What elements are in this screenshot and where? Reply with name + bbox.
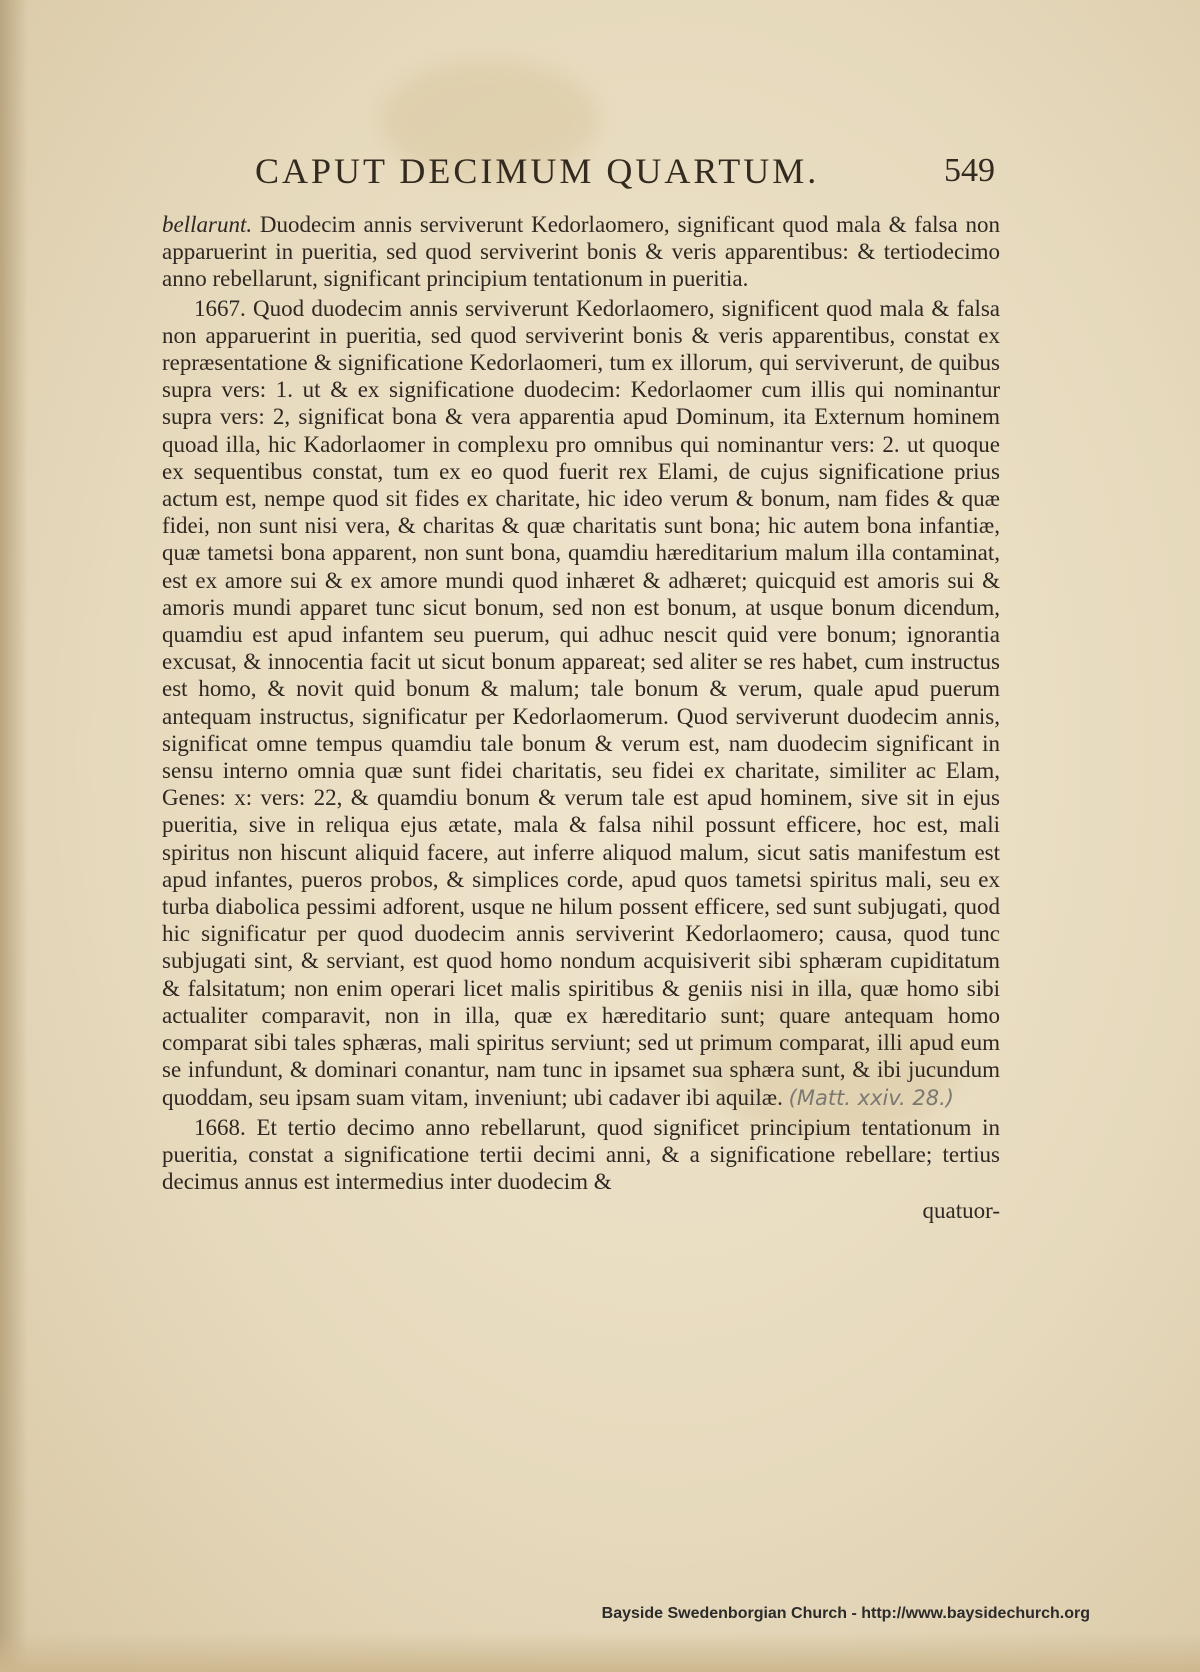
watermark-credit: Bayside Swedenborgian Church - http://www.baysidechurch.org [601, 1605, 1090, 1622]
paragraph-1667 [162, 295, 1000, 1112]
page-shadow-left [0, 0, 28, 1672]
page-shadow-bottom [0, 1632, 1200, 1672]
paragraph-text: 1667. Quod duodecim annis serviverunt Kedorlaomero, significent quod mala & falsa non apparuerint in pueritia, sed quod serviverint bonis & veris apparentibus, constat ex repræsentatione & significatione Kedorlaomeri, tum ex illorum, qui serviverunt, de quibus supra vers: 1. ut & ex significatione duodecim: Kedorlaomer cum illis qui nominantur supra vers: 2, significat bona & vera apparentia apud Dominum, ita Externum hominem quoad illa, hic Kadorlaomer in complexu pro omnibus qui nominantur vers: 2. ut quoque ex sequentibus constat, tum ex eo quod fuerit rex Elami, de cujus significatione prius actum est, nempe quod sit fides ex charitate, hic ideo verum & bonum, nam fides & quæ fidei, non sunt nisi vera, & charitas & quæ charitatis sunt bona; hic autem bona infantiæ, quæ tametsi bona apparent, non sunt bona, quamdiu hæreditarium malum illa contaminat, est ex amore sui & ex amore mundi quod inhæret & adhæret; quicquid est amoris sui & amoris mundi apparet tunc sicut bonum, sed non est bonum, at usque bonum dicendum, quamdiu est apud infantem seu puerum, qui adhuc nescit quid vere bonum; ignorantia excusat, & innocentia facit ut sicut bonum appareat; sed aliter se res habet, cum instructus est homo, & novit quid bonum & malum; tale bonum & verum, quale apud puerum antequam instructus, significatur per Kedorlaomerum. Quod serviverunt duodecim annis, significat omne tempus quamdiu tale bonum & verum est, nam duodecim significant in sensu interno omnia quæ sunt fidei charitatis, seu fidei ex charitate, similiter ac Elam, Genes: x: vers: 22, & quamdiu bonum & verum tale est apud hominem, sive sit in ejus pueritia, sive in reliqua ejus ætate, mala & falsa nihil possunt efficere, hoc est, mali spiritus non hiscunt aliquid facere, aut inferre aliquod malum, sicut satis manifestum est apud infantes, pueros probos, & simplices corde, apud quos tametsi spiritus mali, seu ex turba diabolica pessimi adforent, usque ne hilum possent efficere, sed sunt subjugati, quod hic significatur per quod duodecim annis serviverint Kedorlaomero; causa, quod tunc subjugati sint, & serviant, est quod homo nondum acquisiverit sibi sphæram cupiditatum & falsitatum; non enim operari licet malis spiritibus & geniis nisi in illa, quæ homo sibi actualiter comparavit, non in illa, quæ ex hæreditario sunt; quare antequam homo comparat sibi tales sphæras, mali spiritus serviunt; sed ut primum comparat, illi apud eum se infundunt, & dominari conantur, nam tunc in ipsamet sua sphæra sunt, & ibi jucundum quoddam, seu ipsam suam vitam, inveniunt; ubi cadaver ibi aquilæ. [162, 295, 1000, 1110]
body-text [162, 211, 1000, 1225]
catchword: quatuor- [922, 1198, 1000, 1224]
paragraph-1668: 1668. Et tertio decimo anno rebellarunt, quod significet principium tentationum in pueritia, constat a significatione tertii decimi anni, & a significatione rebellare; tertius decimus annus est intermedius inter duodecim & [162, 1114, 1000, 1195]
paragraph-continuation [162, 211, 1000, 293]
handwritten-annotation: (Matt. xxiv. 28.) [788, 1085, 954, 1110]
paragraph-text: Duodecim annis serviverunt Kedorlaomero, significant quod mala & falsa non apparuerint in pueritia, sed quod serviverint bonis & veris apparentibus: & tertiodecimo anno rebellarunt, significant principium tentationum in pueritia. [162, 212, 1000, 292]
page-header [255, 150, 995, 200]
page-number: 549 [944, 152, 995, 189]
running-head: CAPUT DECIMUM QUARTUM. [255, 151, 820, 191]
italic-word: bellarunt. [162, 212, 253, 237]
